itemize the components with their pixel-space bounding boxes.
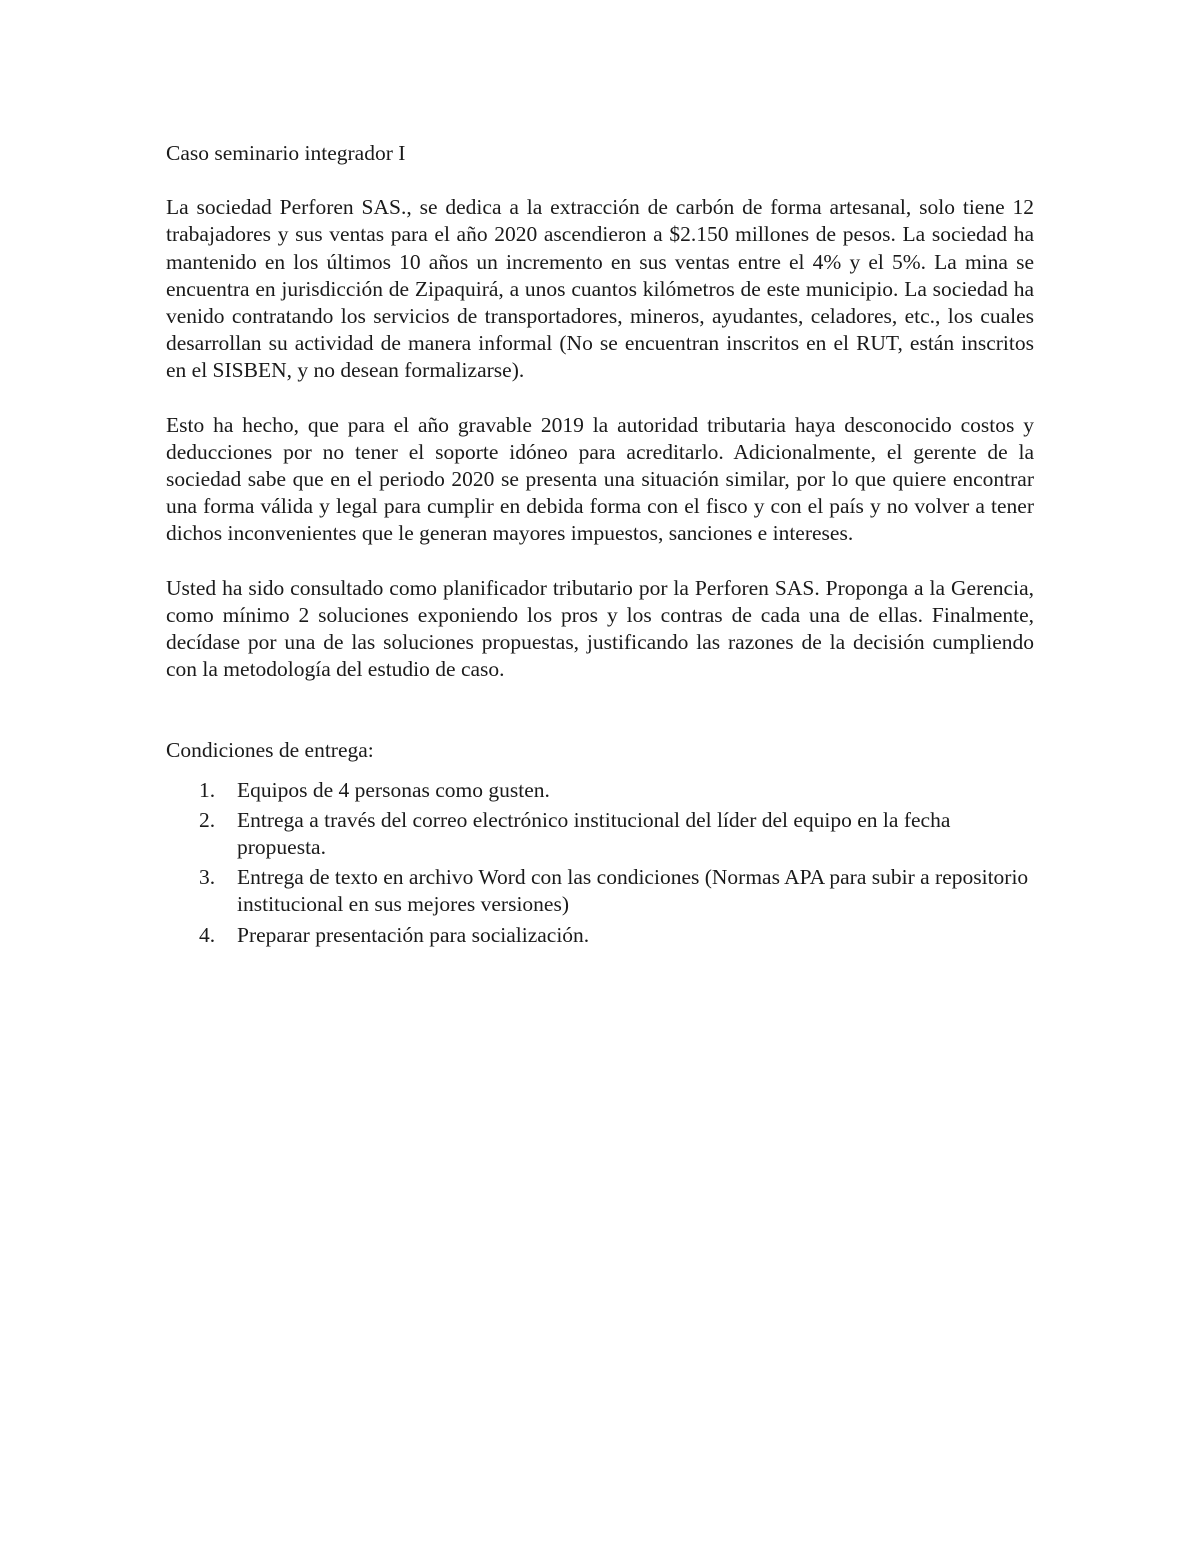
paragraph-tax-issue: Esto ha hecho, que para el año gravable 2019 la autoridad tributaria haya desconocido costos y deducciones por no tener el soporte idóneo para acreditarlo. Adicionalmente, el gerente de la sociedad sabe que en el periodo 2020 se presenta una situación similar, por lo que quiere encontrar una forma válida y legal para cumplir en debida forma con el fisco y con el país y no volver a tener dichos inconvenientes que le generan mayores impuestos, sanciones e intereses. (166, 412, 1034, 546)
conditions-list (166, 777, 1034, 949)
section-spacer (166, 710, 1034, 737)
document-title: Caso seminario integrador I (166, 141, 406, 165)
list-item-text: Entrega a través del correo electrónico institucional del líder del equipo en la fecha propuesta. (237, 807, 951, 860)
list-item-number: 3. (199, 865, 216, 890)
document-body (166, 140, 1034, 952)
list-item (166, 777, 1034, 804)
list-item-text: Equipos de 4 personas como gusten. (237, 777, 550, 802)
list-item-number: 2. (199, 807, 216, 832)
list-item-number: 4. (199, 922, 216, 947)
paragraph-company-description: La sociedad Perforen SAS., se dedica a la extracción de carbón de forma artesanal, solo tiene 12 trabajadores y sus ventas para el año 2020 ascendieron a $2.150 millones de pesos. La sociedad ha mantenido en los últimos 10 años un incremento en sus ventas entre el 4% y el 5%. La mina se encuentra en jurisdicción de Zipaquirá, a unos cuantos kilómetros de este municipio. La sociedad ha venido contratando los servicios de transportadores, mineros, ayudantes, celadores, etc., los cuales desarrollan su actividad de manera informal (No se encuentran inscritos en el RUT, están inscritos en el SISBEN, y no desean formalizarse). (166, 195, 1034, 383)
paragraph-assignment: Usted ha sido consultado como planificador tributario por la Perforen SAS. Proponga a la Gerencia, como mínimo 2 soluciones exponiendo los pros y los contras de cada una de ellas. Finalmente, decídase por una de las soluciones propuestas, justificando las razones de la decisión cumpliendo con la metodología del estudio de caso. (166, 575, 1034, 682)
list-item-number: 1. (199, 777, 216, 802)
list-item-text: Entrega de texto en archivo Word con las condiciones (Normas APA para subir a repositorio institucional en sus mejores versiones) (237, 865, 1029, 917)
list-item (166, 807, 1034, 861)
conditions-heading: Condiciones de entrega: (166, 738, 374, 763)
list-item (166, 922, 1034, 949)
list-item (166, 864, 1034, 918)
list-item-text: Preparar presentación para socialización. (237, 922, 590, 947)
